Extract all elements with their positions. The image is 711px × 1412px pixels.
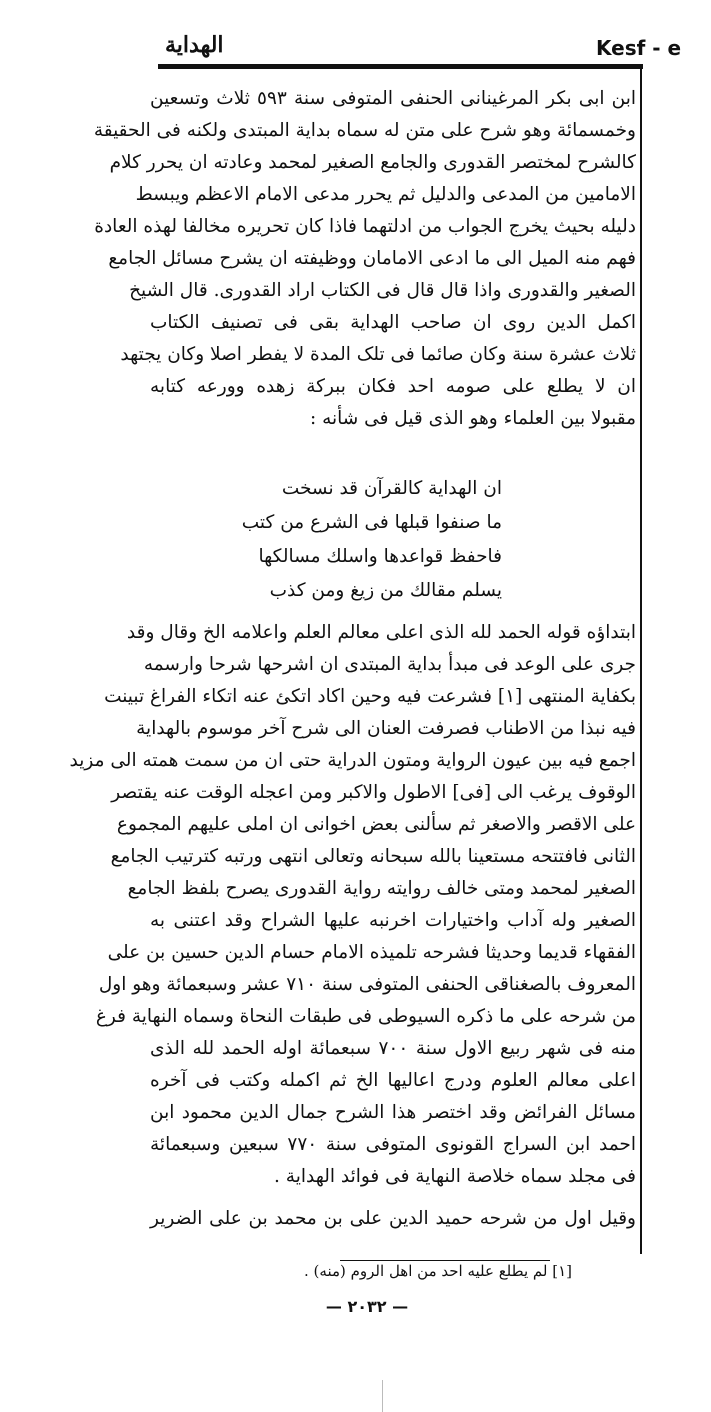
- page-number: — ٢٠٣٢ —: [325, 1297, 409, 1316]
- text-line: ثلاث عشرة سنة وکان صائما فی تلک المدة لا یفطر اصلا وکان یجتهد: [120, 344, 636, 365]
- text-line: دلیله بحیث یخرج الجواب من ادلتهما فاذا کان تحریره مخالفا لهذه العادة: [94, 216, 636, 237]
- text-line: الصغیر وله آداب واختیارات اخرنبه علیها الشراح وقد اعتنی به: [150, 910, 636, 931]
- text-line: علی الاقصر والاصغر ثم سألنی بعض اخوانی ان املی علیهم المجموع: [116, 814, 636, 835]
- text-line: ابتداؤه قوله الحمد لله الذی اعلی معالم العلم واعلامه الخ وقال وقد: [126, 622, 636, 643]
- header-section-code: Kesf - e: [596, 36, 682, 60]
- text-line: احمد ابن السراج القونوی المتوفی سنة ٧٧٠ سبعین وسبعمائة: [150, 1134, 636, 1155]
- text-line: الوقوف یرغب الی [فی] الاطول والاکبر ومن اعجله الوقت عنه یقتصر: [111, 782, 636, 803]
- text-line: مقبولا بین العلماء وهو الذی قیل فی شأنه :: [309, 408, 636, 429]
- text-line: الصغیر لمحمد ومتی خالف روایته روایة القدوری یصرح بلفظ الجامع: [127, 878, 636, 899]
- text-line: اعلی معالم العلوم ودرج اعالیها الخ ثم اکمله وکتب فی آخره: [150, 1070, 636, 1091]
- text-line: فیه نبذا من الاطناب فصرفت العنان الی شرح آخر موسوم بالهدایة: [136, 718, 636, 739]
- header-running-title: الهداية: [165, 32, 224, 58]
- poem-verse: ان الهدایة کالقرآن قد نسخت: [281, 478, 502, 499]
- text-line: المعروف بالصغناقی الحنفی المتوفی سنة ٧١٠ عشر وسبعمائة وهو اول: [98, 974, 636, 995]
- text-line: جری علی الوعد فی مبدأ بدایة المبتدی ان اشرحها شرحا وارسمه: [143, 654, 636, 675]
- footnote-rule: [340, 1260, 550, 1261]
- text-line: اکمل الدین روی ان صاحب الهدایة بقی فی تصنیف الکتاب: [150, 312, 636, 333]
- text-line: فی مجلد سماه خلاصة النهایة فی فوائد الهدایة .: [274, 1166, 636, 1187]
- text-line: ان لا یطلع علی صومه احد فکان ببرکة زهده وورعه کتابه: [150, 376, 636, 397]
- text-line: اجمع فیه بین عیون الروایة ومتون الدرایة حتی ان من سمت همته الی مزید: [69, 750, 636, 771]
- text-line: وخمسمائة وهو شرح علی متن له سماه بدایة المبتدی ولکنه فی الحقیقة: [93, 120, 636, 141]
- footnote: [١] لم یطلع علیه احد من اهل الروم (منه) .: [304, 1262, 572, 1280]
- text-line: بکفایة المنتهی [١] فشرعت فیه وحین اکاد اتکئ عنه اتکاء الفراغ تبینت: [104, 686, 636, 707]
- poem-verse: فاحفظ قواعدها واسلك مسالکها: [258, 546, 502, 567]
- header-rule: [158, 64, 643, 69]
- text-line: الثانی فافتتحه مستعینا بالله سبحانه وتعالی انتهی ورتبه کترتیب الجامع: [110, 846, 636, 867]
- text-line: مسائل الفرائض وقد اختصر هذا الشرح جمال الدین محمود ابن: [150, 1102, 636, 1123]
- poem-verse: یسلم مقالك من زیغ ومن کذب: [269, 580, 502, 601]
- text-line: الفقهاء قدیما وحدیثا فشرحه تلمیذه الامام حسام الدین حسین بن علی: [107, 942, 636, 963]
- text-line: فهم منه المیل الی ما ادعی الامامان ووظیفته ان یشرح مسائل الجامع: [108, 248, 636, 269]
- margin-rule: [640, 64, 642, 1254]
- text-line: الامامین من المدعی والدلیل ثم یحرر مدعی الامام الاعظم ویبسط: [135, 184, 636, 205]
- text-line: ابن ابی بکر المرغینانی الحنفی المتوفی سنة ٥٩٣ ثلاث وتسعین: [150, 88, 637, 109]
- scan-artifact: [382, 1380, 383, 1412]
- text-line: من شرحه علی ما ذکره السیوطی فی طبقات النحاة وسماه النهایة فرغ: [95, 1006, 636, 1027]
- poem-verse: ما صنفوا قبلها فی الشرع من کتب: [241, 512, 502, 533]
- text-line: وقیل اول من شرحه حمید الدین علی بن محمد بن علی الضریر: [150, 1208, 636, 1229]
- text-line: الصغیر والقدوری واذا قال قال فی الکتاب اراد القدوری. قال الشیخ: [129, 280, 636, 301]
- text-line: منه فی شهر ربیع الاول سنة ٧٠٠ سبعمائة اوله الحمد لله الذی: [150, 1038, 636, 1059]
- text-line: کالشرح لمختصر القدوری والجامع الصغیر لمحمد وعادته ان یحرر کلام: [109, 152, 636, 173]
